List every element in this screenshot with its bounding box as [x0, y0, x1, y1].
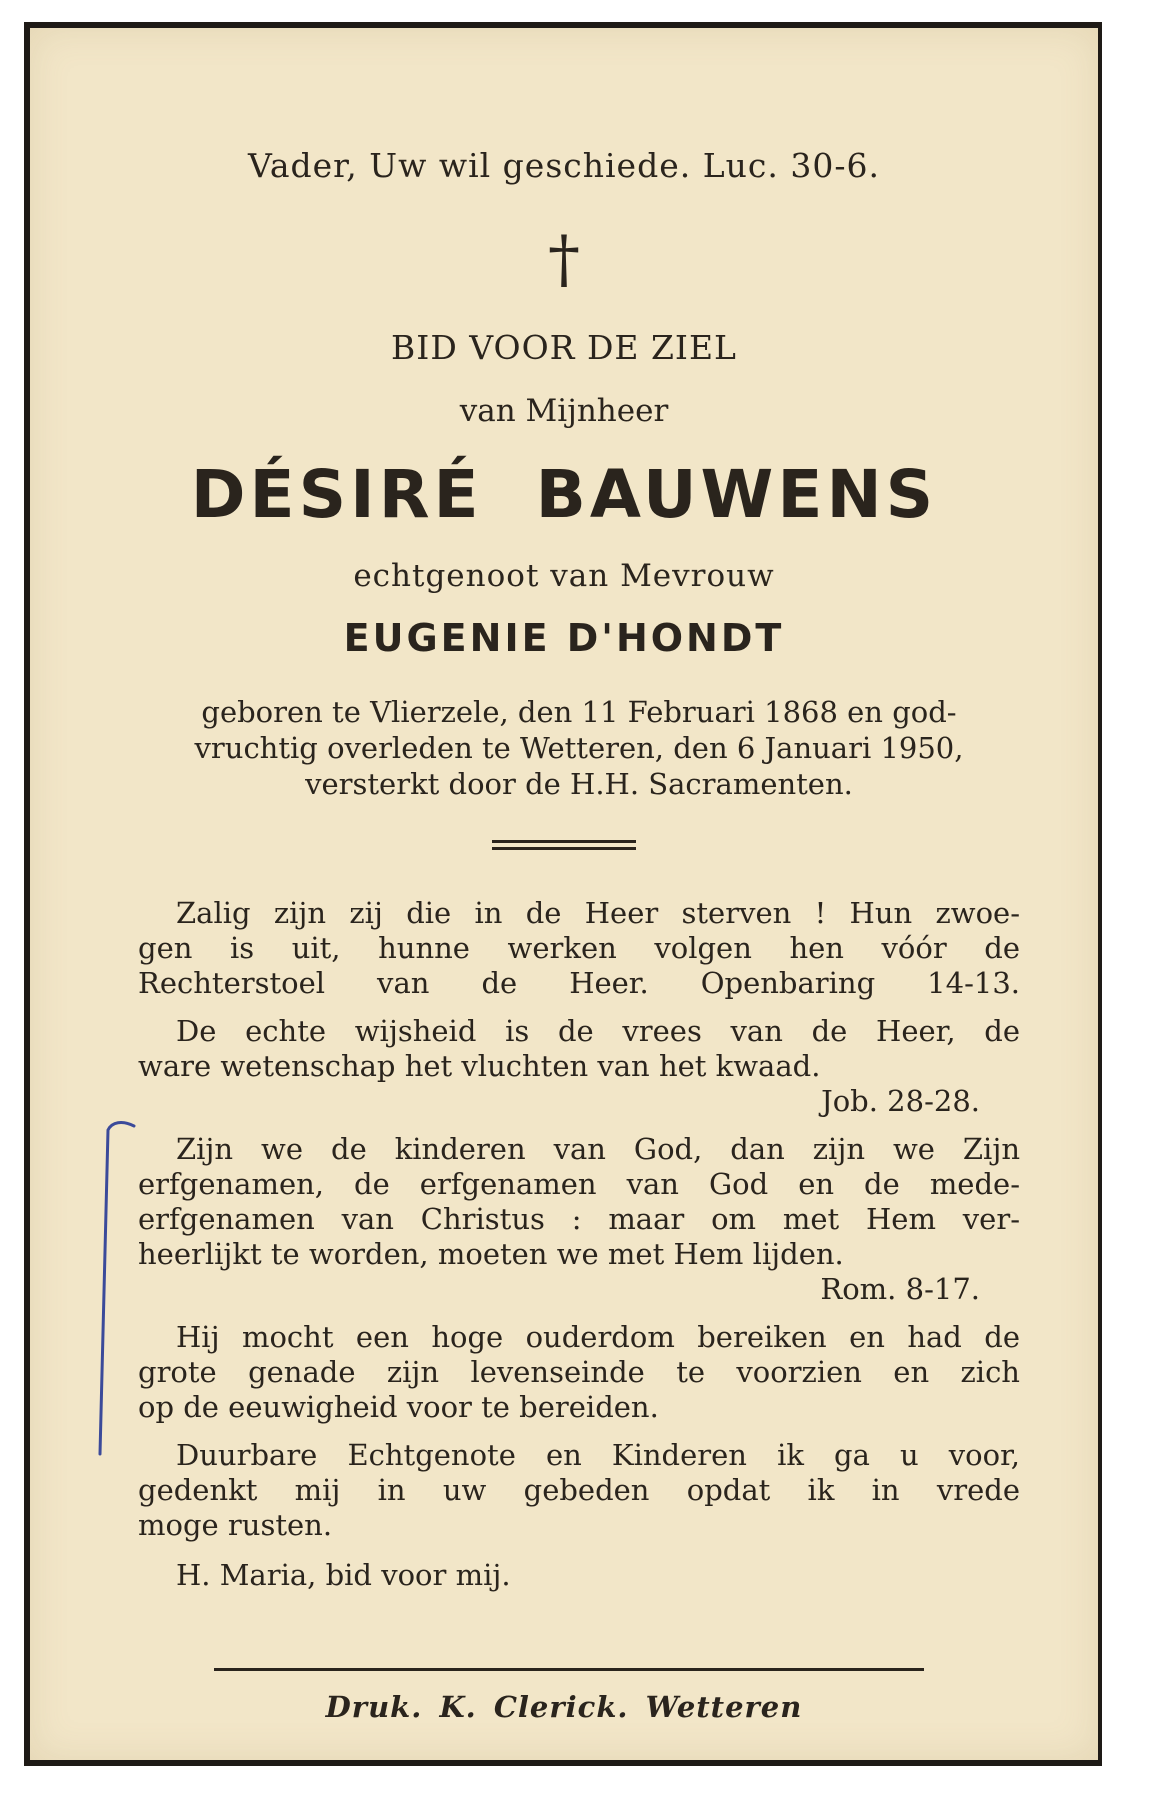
bio-line: vruchtig overleden te Wetteren, den 6 Januari 1950,: [194, 731, 964, 765]
spouse-intro: echtgenoot van Mevrouw: [353, 558, 775, 594]
verse-line: erfgenamen van Christus : maar om met Hem ver-: [138, 1202, 1020, 1236]
biography: [138, 694, 1020, 802]
spouse-name: EUGENIE D'HONDT: [343, 616, 785, 660]
pen-bracket-mark: [92, 1114, 142, 1464]
verse-revelation: [138, 896, 1020, 1001]
verse-line: ware wetenschap het vluchten van het kwaad.: [138, 1049, 821, 1083]
deceased-name: DÉSIRÉ BAUWENS: [190, 456, 938, 533]
verse-line: Zalig zijn zij die in de Heer sterven ! Hun zwoe-: [176, 896, 1020, 930]
verse-line: gen is uit, hunne werken volgen hen vóór de: [138, 931, 1020, 965]
bio-line: geboren te Vlierzele, den 11 Februari 1868 en god-: [201, 695, 957, 729]
paragraph-old-age: [138, 1320, 1020, 1425]
verse-reference: Rom. 8-17.: [820, 1272, 980, 1306]
paragraph-line: gedenkt mij in uw gebeden opdat ik in vrede: [138, 1473, 1020, 1507]
paragraph-line: op de eeuwigheid voor te bereiden.: [138, 1390, 659, 1424]
prayer-heading: BID VOOR DE ZIEL: [391, 328, 737, 367]
paragraph-line: H. Maria, bid voor mij.: [176, 1558, 511, 1592]
verse-reference: Job. 28-28.: [821, 1084, 980, 1118]
closing-prayer: [138, 1558, 1020, 1593]
double-rule-divider: [492, 840, 636, 850]
paragraph-farewell: [138, 1438, 1020, 1543]
memorial-card: [24, 22, 1102, 1766]
footer-rule: [214, 1668, 924, 1671]
paragraph-line: Hij mocht een hoge ouderdom bereiken en had de: [176, 1320, 1020, 1354]
verse-line: De echte wijsheid is de vrees van de Heer, de: [176, 1014, 1020, 1048]
bio-line: versterkt door de H.H. Sacramenten.: [305, 767, 853, 801]
cross-icon: †: [548, 223, 580, 297]
paragraph-line: Duurbare Echtgenote en Kinderen ik ga u voor,: [176, 1438, 1020, 1472]
printer-credit: Druk. K. Clerick. Wetteren: [325, 1690, 803, 1724]
verse-line: Rechterstoel van de Heer. Openbaring 14-13.: [138, 966, 1020, 1000]
verse-line: Zijn we de kinderen van God, dan zijn we Zijn: [176, 1132, 1020, 1166]
verse-line: heerlijkt te worden, moeten we met Hem lijden.: [138, 1237, 844, 1271]
scripture-motto: Vader, Uw wil geschiede. Luc. 30-6.: [248, 146, 880, 185]
paragraph-line: grote genade zijn levenseinde te voorzien en zich: [138, 1355, 1020, 1389]
paragraph-line: moge rusten.: [138, 1508, 333, 1542]
verse-job: [138, 1014, 1020, 1119]
verse-romans: [138, 1132, 1020, 1307]
title-prefix: van Mijnheer: [459, 393, 669, 429]
verse-line: erfgenamen, de erfgenamen van God en de mede-: [138, 1167, 1020, 1201]
